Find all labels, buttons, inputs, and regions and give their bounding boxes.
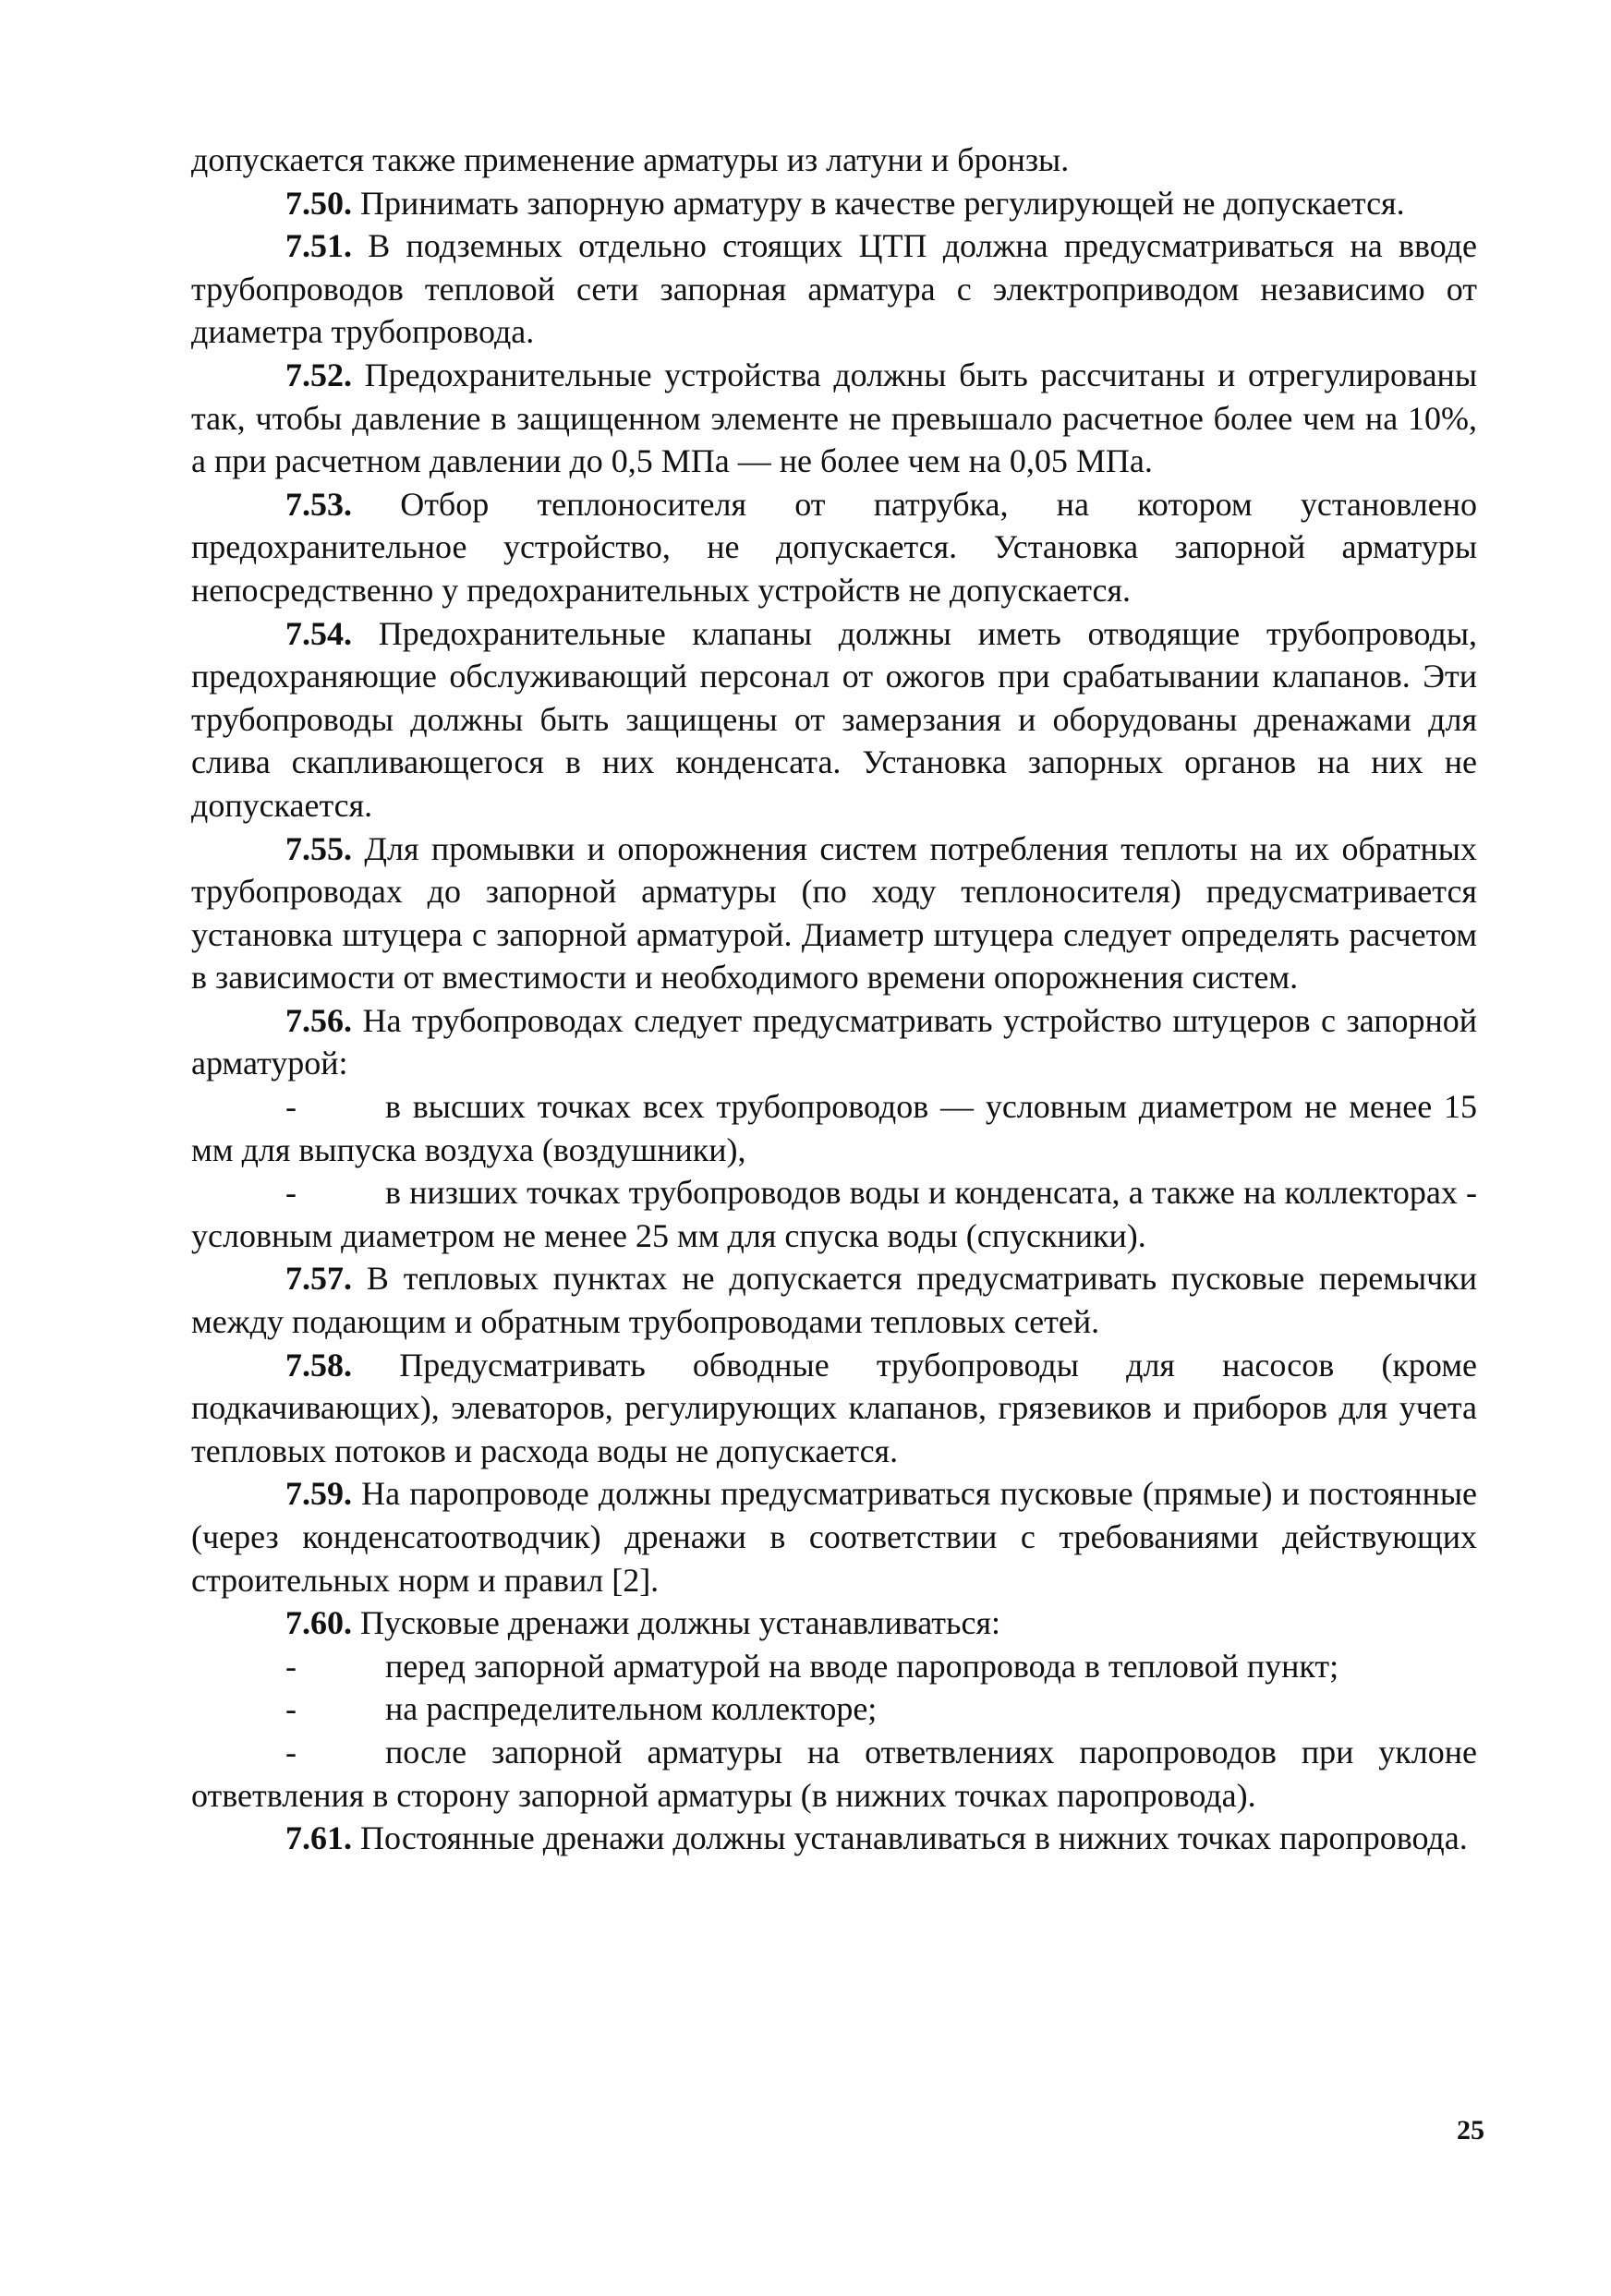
clause-number: 7.57. bbox=[285, 1260, 352, 1298]
clause-number: 7.61. bbox=[285, 1819, 352, 1857]
list-dash: - bbox=[285, 1174, 297, 1212]
clause-7-51 bbox=[191, 224, 1477, 354]
clause-7-54 bbox=[191, 612, 1477, 828]
list-dash: - bbox=[285, 1088, 297, 1126]
clause-7-60 bbox=[191, 1601, 1477, 1645]
clause-number: 7.56. bbox=[285, 1001, 352, 1039]
clause-7-53 bbox=[191, 483, 1477, 612]
clause-number: 7.59. bbox=[285, 1475, 352, 1513]
list-item-text: после запорной арматуры на ответвлениях паропроводов при уклоне ответвления в сторону запорной арматуры (в нижних точках паропровода). bbox=[191, 1733, 1477, 1814]
list-item bbox=[191, 1171, 1477, 1257]
clause-text: В подземных отдельно стоящих ЦТП должна предусматриваться на вводе трубопроводов тепловой сети запорная арматура с электроприводом независимо от диаметра трубопровода. bbox=[191, 227, 1477, 351]
clause-number: 7.55. bbox=[285, 829, 352, 867]
clause-text: Предусматривать обводные трубопроводы для насосов (кроме подкачивающих), элеваторов, регулирующих клапанов, грязевиков и приборов для учета тепловых потоков и расхода воды не допускается. bbox=[191, 1346, 1478, 1469]
clause-text: Предохранительные устройства должны быть рассчитаны и отрегулированы так, чтобы давление в защищенном элементе не превышало расчетное более чем на 10%, а при расчетном давлении до 0,5 МПа — не более чем на 0,05 МПа. bbox=[191, 356, 1478, 480]
clause-7-57 bbox=[191, 1257, 1477, 1343]
list-item bbox=[191, 1687, 1477, 1731]
document-page bbox=[191, 139, 1477, 1860]
clause-7-56 bbox=[191, 999, 1477, 1085]
list-item bbox=[191, 1731, 1477, 1817]
clause-text: Принимать запорную арматуру в качестве регулирующей не допускается. bbox=[360, 184, 1405, 222]
clause-number: 7.52. bbox=[285, 356, 352, 393]
clause-text: Для промывки и опорожнения систем потребления теплоты на их обратных трубопроводах до запорной арматуры (по ходу теплоносителя) предусматривается установка штуцера с запорной арматурой. Диаметр штуцера следует определять расчетом в зависимости от вместимости и необходимого времени опорожнения систем. bbox=[191, 829, 1477, 997]
clause-7-59 bbox=[191, 1472, 1477, 1601]
page-number: 25 bbox=[1457, 2115, 1484, 2145]
clause-text: Предохранительные клапаны должны иметь отводящие трубопроводы, предохраняющие обслуживающий персонал от ожогов при срабатывании клапанов. Эти трубопроводы должны быть защищены от замерзания и оборудованы дренажами для слива скапливающегося в них конденсата. Установка запорных органов на них не допускается. bbox=[191, 614, 1478, 824]
list-item-text: в высших точках всех трубопроводов — условным диаметром не менее 15 мм для выпуска воздуха (воздушники), bbox=[191, 1088, 1477, 1168]
clause-number: 7.50. bbox=[285, 184, 352, 222]
clause-7-55 bbox=[191, 828, 1477, 999]
clause-text: Постоянные дренажи должны устанавливаться в нижних точках паропровода. bbox=[360, 1819, 1468, 1857]
list-item bbox=[191, 1085, 1477, 1171]
clause-text: На паропроводе должны предусматриваться пусковые (прямые) и постоянные (через конденсатоотводчик) дренажи в соответствии с требованиями действующих строительных норм и правил [2]. bbox=[191, 1475, 1477, 1599]
clause-number: 7.54. bbox=[285, 614, 352, 652]
list-dash: - bbox=[285, 1690, 297, 1728]
list-item-text: перед запорной арматурой на вводе паропровода в тепловой пункт; bbox=[385, 1647, 1339, 1685]
clause-text: На трубопроводах следует предусматривать устройство штуцеров с запорной арматурой: bbox=[191, 1001, 1478, 1082]
list-dash: - bbox=[285, 1733, 297, 1770]
clause-7-52 bbox=[191, 354, 1477, 483]
clause-7-50 bbox=[191, 182, 1477, 225]
list-item bbox=[191, 1645, 1477, 1688]
clause-text: Пусковые дренажи должны устанавливаться: bbox=[360, 1604, 1000, 1642]
intro-line: допускается также применение арматуры из латуни и бронзы. bbox=[191, 141, 1070, 178]
clause-7-58 bbox=[191, 1344, 1477, 1473]
clause-number: 7.60. bbox=[285, 1604, 352, 1642]
clause-text: В тепловых пунктах не допускается предусматривать пусковые перемычки между подающим и обратным трубопроводами тепловых сетей. bbox=[191, 1260, 1477, 1341]
clause-text: Отбор теплоносителя от патрубка, на котором установлено предохранительное устройство, не допускается. Установка запорной арматуры непосредственно у предохранительных устройств не допускается. bbox=[191, 485, 1477, 609]
clause-number: 7.58. bbox=[285, 1346, 352, 1384]
clause-number: 7.53. bbox=[285, 485, 352, 523]
clause-7-61 bbox=[191, 1817, 1477, 1860]
list-dash: - bbox=[285, 1647, 297, 1685]
list-item-text: на распределительном коллекторе; bbox=[385, 1690, 878, 1728]
list-item-text: в низших точках трубопроводов воды и конденсата, а также на коллекторах - условным диаметром не менее 25 мм для спуска воды (спускники). bbox=[191, 1174, 1477, 1254]
clause-number: 7.51. bbox=[285, 227, 352, 265]
